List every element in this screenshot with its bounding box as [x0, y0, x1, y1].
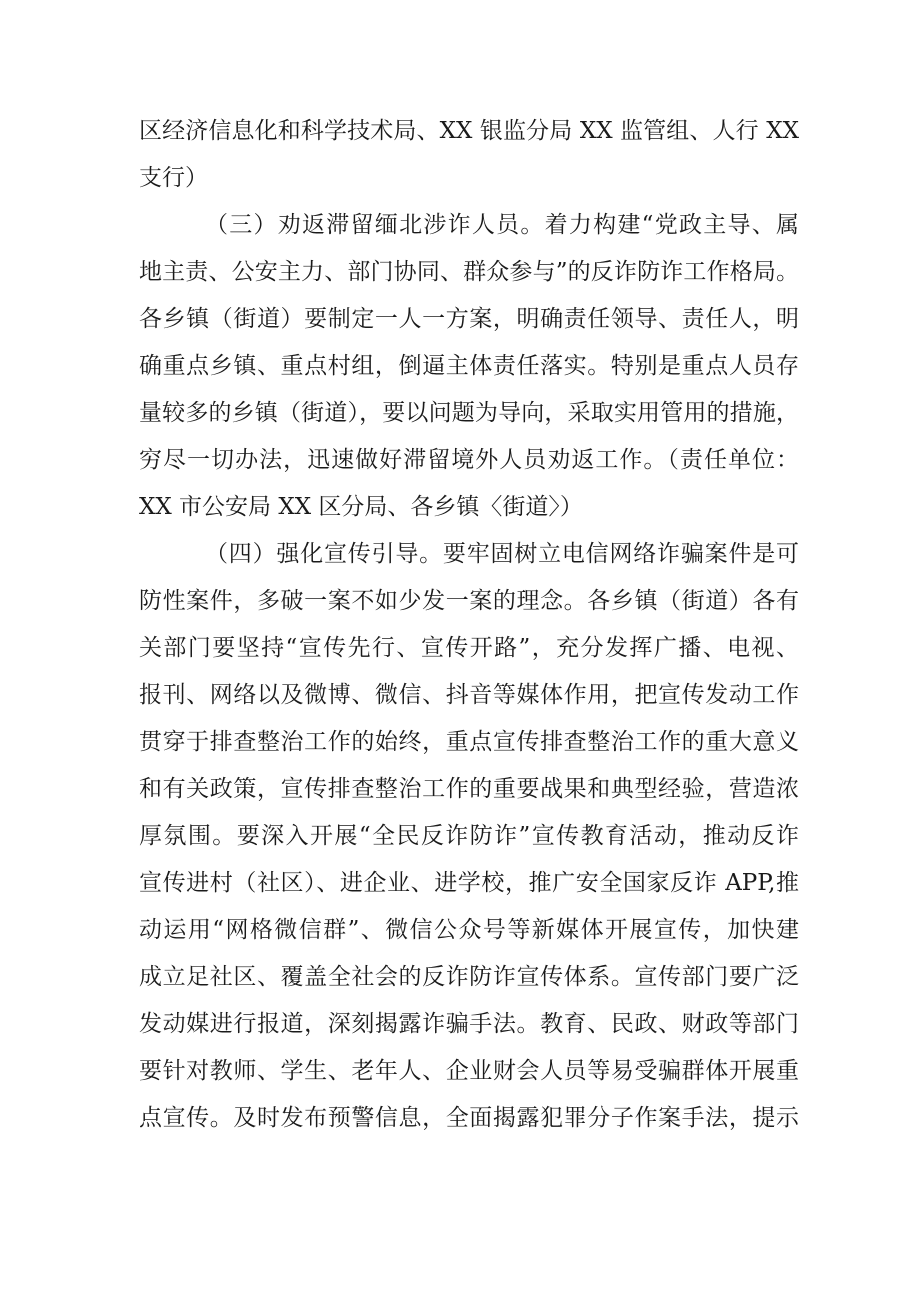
paragraph-line: 成立足社区、覆盖全社会的反诈防诈宣传体系。宣传部门要广泛	[139, 964, 799, 990]
paragraph-line: 发动媒进行报道，深刻揭露诈骗手法。教育、民政、财政等部门	[139, 1011, 799, 1037]
paragraph-line: 要针对教师、学生、老年人、企业财会人员等易受骗群体开展重	[139, 1058, 799, 1084]
paragraph-line: 贯穿于排查整治工作的始终，重点宣传排查整治工作的重大意义	[139, 729, 799, 755]
paragraph-line: XX 市公安局 XX 区分局、各乡镇〈街道〉）	[139, 494, 583, 520]
section-heading-line: （三）劝返滞留缅北涉诈人员。着力构建“党政主导、属	[205, 212, 799, 238]
paragraph-line: 区经济信息化和科学技术局、XX 银监分局 XX 监管组、人行 XX	[139, 118, 799, 144]
paragraph-line: 地主责、公安主力、部门协同、群众参与”的反诈防诈工作格局。	[139, 259, 799, 285]
paragraph-line: 各乡镇（街道）要制定一人一方案，明确责任领导、责任人，明	[139, 306, 799, 332]
paragraph-line: 防性案件，多破一案不如少发一案的理念。各乡镇（街道）各有	[139, 588, 799, 614]
paragraph-line: 支行）	[139, 165, 208, 191]
paragraph-line: 厚氛围。要深入开展“全民反诈防诈”宣传教育活动，推动反诈	[139, 823, 799, 849]
document-body	[139, 108, 799, 1142]
paragraph-line: 动运用“网格微信群”、微信公众号等新媒体开展宣传，加快建	[139, 917, 799, 943]
paragraph-line: 报刊、网络以及微博、微信、抖音等媒体作用，把宣传发动工作	[139, 682, 799, 708]
paragraph-line: 穷尽一切办法，迅速做好滞留境外人员劝返工作。（责任单位：	[139, 447, 799, 473]
paragraph-line: 和有关政策，宣传排查整治工作的重要战果和典型经验，营造浓	[139, 776, 799, 802]
paragraph-line: 宣传进村（社区）、进企业、进学校，推广安全国家反诈 APP,推	[139, 870, 799, 896]
paragraph-line: 量较多的乡镇（街道），要以问题为导向，采取实用管用的措施，	[139, 400, 799, 426]
paragraph-line: 点宣传。及时发布预警信息，全面揭露犯罪分子作案手法，提示	[139, 1105, 799, 1131]
section-heading-line: （四）强化宣传引导。要牢固树立电信网络诈骗案件是可	[205, 541, 799, 567]
paragraph-line: 关部门要坚持“宣传先行、宣传开路”，充分发挥广播、电视、	[139, 635, 799, 661]
paragraph-line: 确重点乡镇、重点村组，倒逼主体责任落实。特别是重点人员存	[139, 353, 799, 379]
